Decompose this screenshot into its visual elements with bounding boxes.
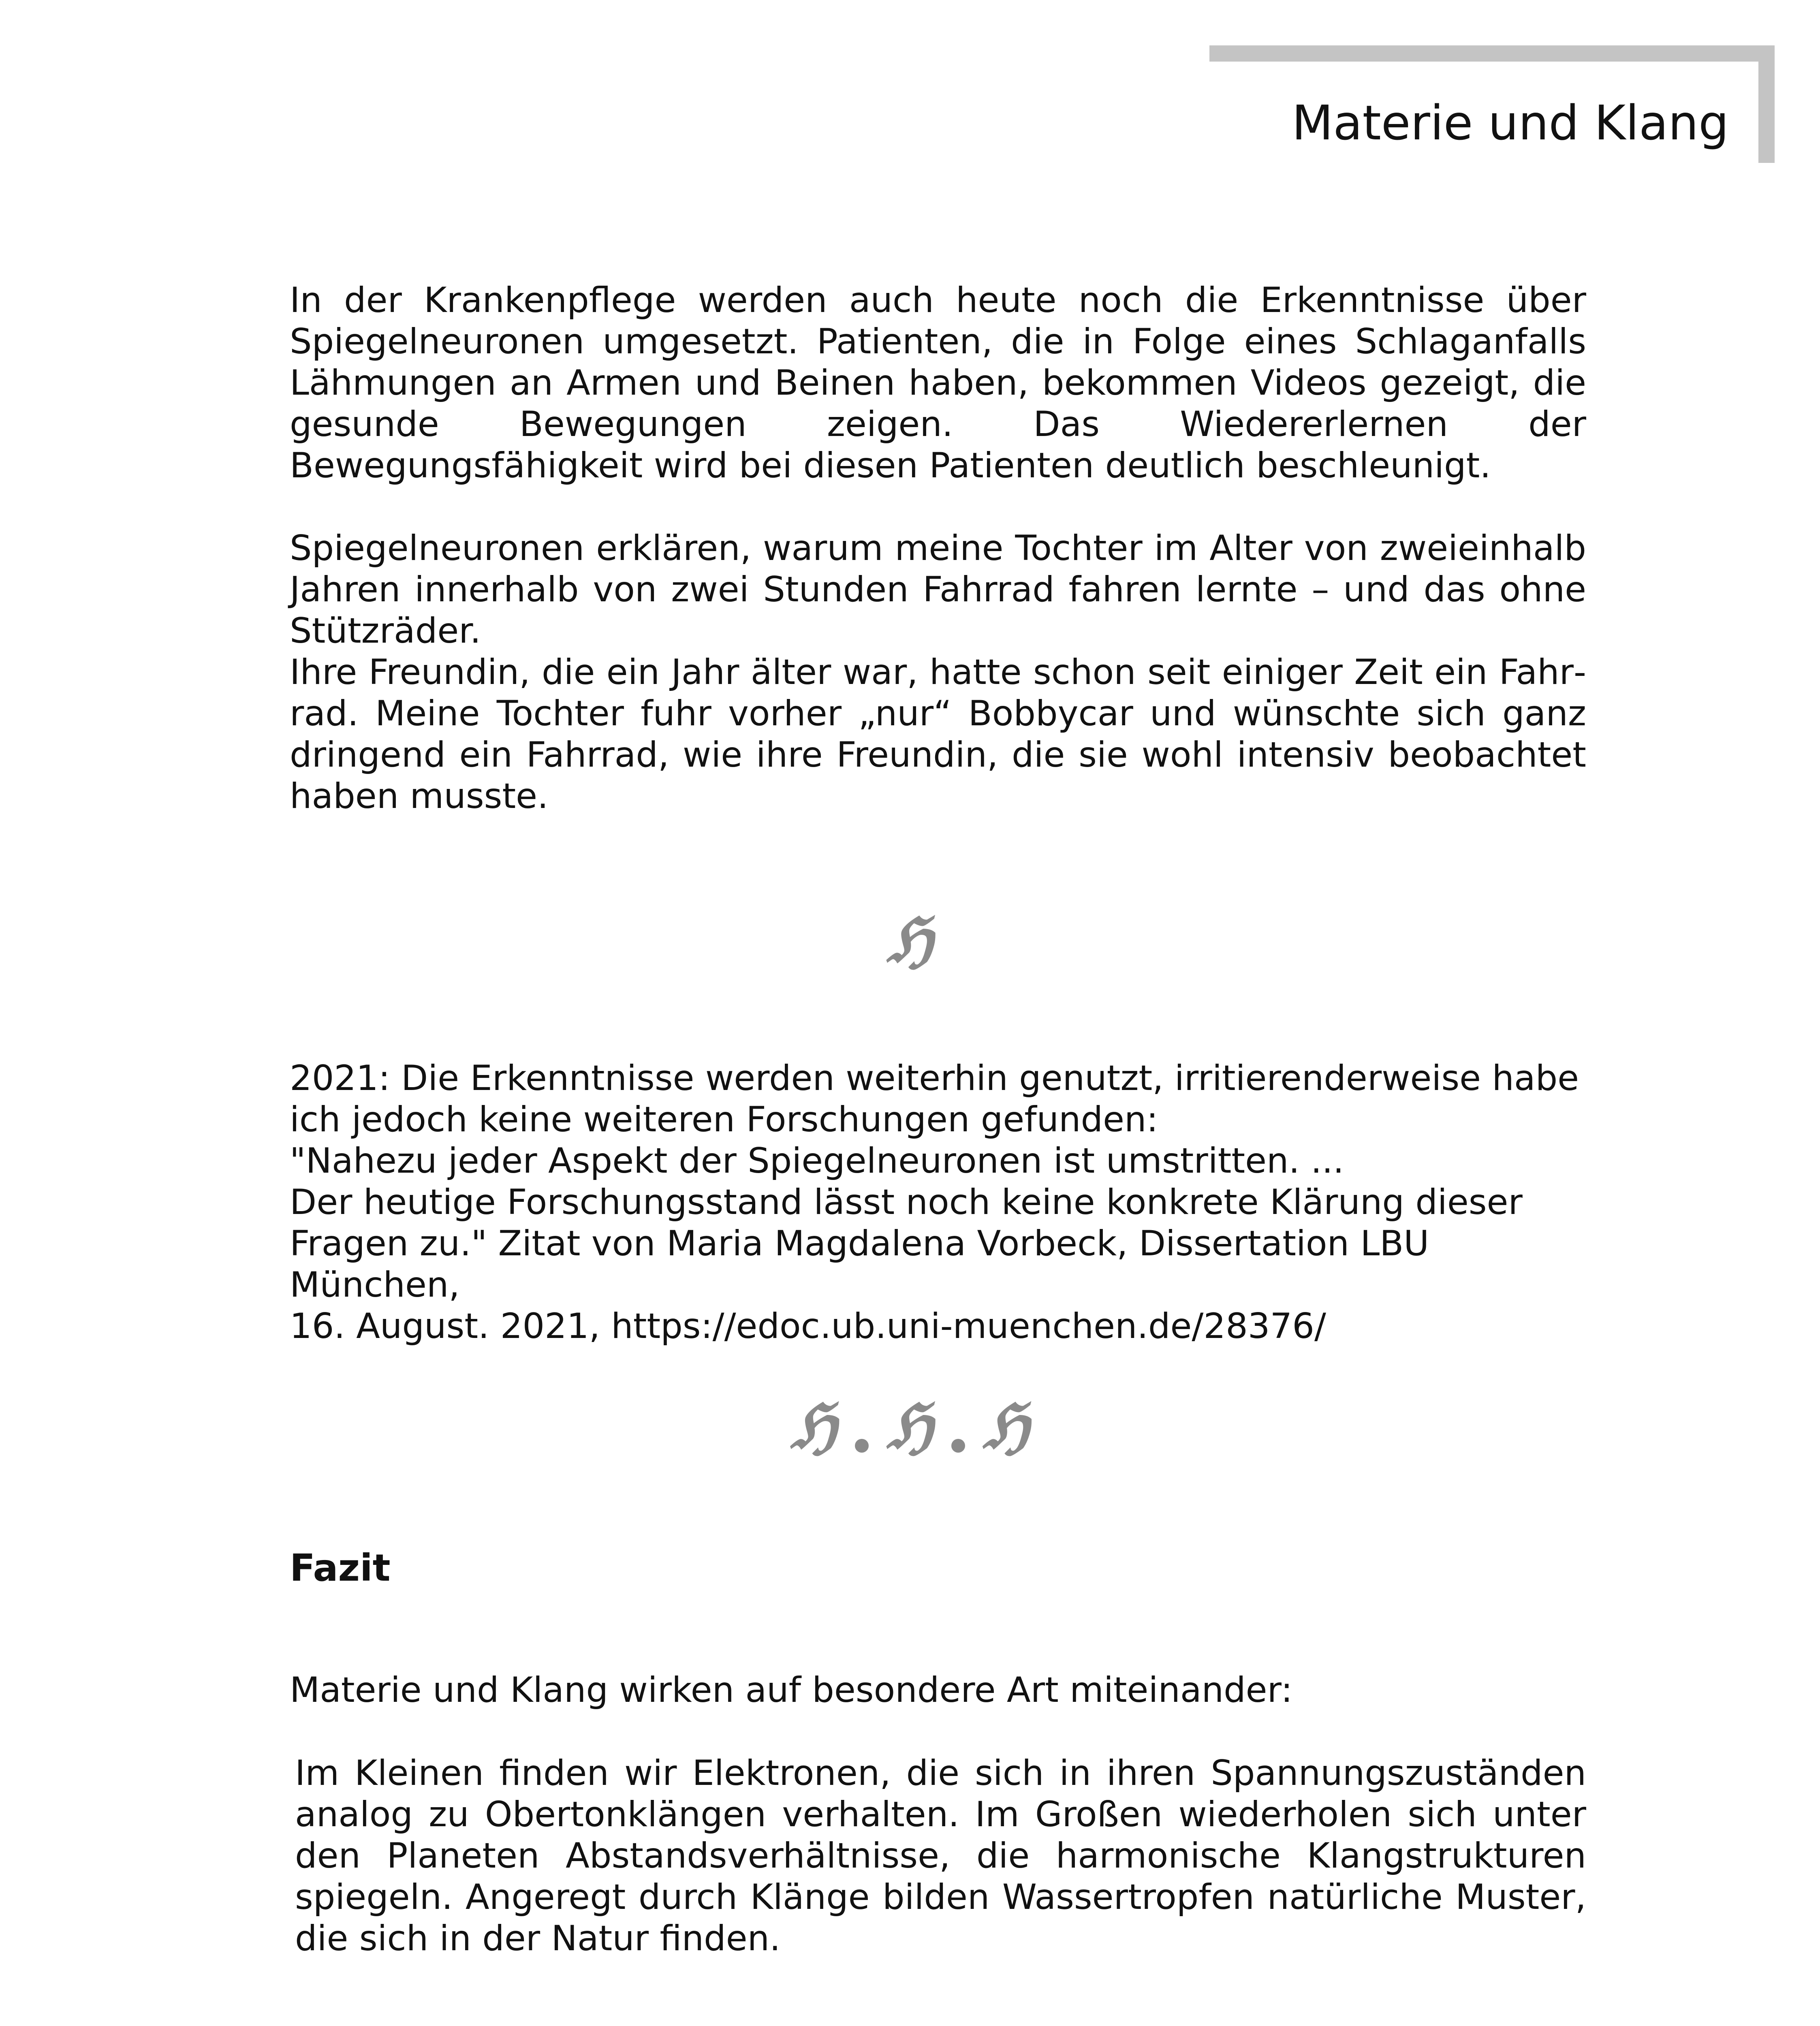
paragraph-krankenpflege bbox=[290, 280, 1586, 486]
section-ornament-single bbox=[0, 904, 1820, 976]
fazit-body-text: Im Kleinen finden wir Elektronen, die sich in ihren Spannungszuständen analog zu Obertonklängen verhalten. Im Großen wiederholen sich unter den Planeten Abstandsverhältnisse, die harmonische Klangstrukturen spiegeln. Angeregt durch Klänge bilden Wassertropfen natürliche Muster, die sich in der Natur finden. bbox=[295, 1753, 1586, 1959]
running-header-title: Materie und Klang bbox=[1292, 95, 1729, 151]
note-line: 16. August. 2021, https://edoc.ub.uni-muenchen.de/28376/ bbox=[290, 1306, 1326, 1346]
paragraph-text: Spiegelneuronen erklären, warum meine Tochter im Alter von zweieinhalb Jahren innerhalb von zwei Stunden Fahrrad fahren lernte – und das ohne Stützräder. bbox=[290, 528, 1586, 651]
fazit-body bbox=[295, 1752, 1586, 1959]
paragraph-text: In der Krankenpflege werden auch heute noch die Erkenntnisse über Spiegelneuronen umgesetzt. Patienten, die in Folge eines Schlaganfalls Lähmungen an Armen und Beinen haben, bekommen Videos gezeigt, die gesunde Bewegungen zeigen. Das Wiedererlernen der Bewegungsfähigkeit wird bei diesen Patienten deutlich beschleunigt. bbox=[290, 280, 1586, 486]
note-line: "Nahezu jeder Aspekt der Spiegelneuronen ist umstritten. ... bbox=[290, 1141, 1344, 1181]
fazit-intro bbox=[290, 1669, 1586, 1711]
section-ornament-triple bbox=[0, 1391, 1820, 1462]
fazit-intro-text: Materie und Klang wirken auf besondere Art miteinander: bbox=[290, 1670, 1293, 1710]
note-line: Der heutige Forschungsstand lässt noch keine konkrete Klärung dieser bbox=[290, 1182, 1523, 1222]
ornament-glyph: ℌ bbox=[887, 1391, 933, 1462]
ornament-glyph: ℌ bbox=[791, 1391, 837, 1462]
ornament-dot bbox=[951, 1439, 965, 1453]
paragraph-tochter bbox=[290, 528, 1586, 817]
note-2021 bbox=[290, 1058, 1586, 1347]
fazit-heading: Fazit bbox=[290, 1546, 391, 1590]
ornament-dot bbox=[855, 1439, 869, 1453]
ornament-glyph: ℌ bbox=[983, 1391, 1029, 1462]
note-line: 2021: Die Erkenntnisse werden weiterhin genutzt, irritierenderweise habe bbox=[290, 1058, 1579, 1098]
note-line: ich jedoch keine weiteren Forschungen gefunden: bbox=[290, 1099, 1158, 1140]
paragraph-text: Ihre Freundin, die ein Jahr älter war, hatte schon seit einiger Zeit ein Fahrrad. Meine Tochter fuhr vorher „nur“ Bobbycar und wünschte sich ganz dringend ein Fahrrad, wie ihre Freundin, die sie wohl intensiv beobachtet haben musste. bbox=[290, 652, 1586, 816]
ornament-glyph: ℌ bbox=[887, 904, 933, 976]
note-line: Fragen zu." Zitat von Maria Magdalena Vorbeck, Dissertation LBU München, bbox=[290, 1223, 1429, 1305]
